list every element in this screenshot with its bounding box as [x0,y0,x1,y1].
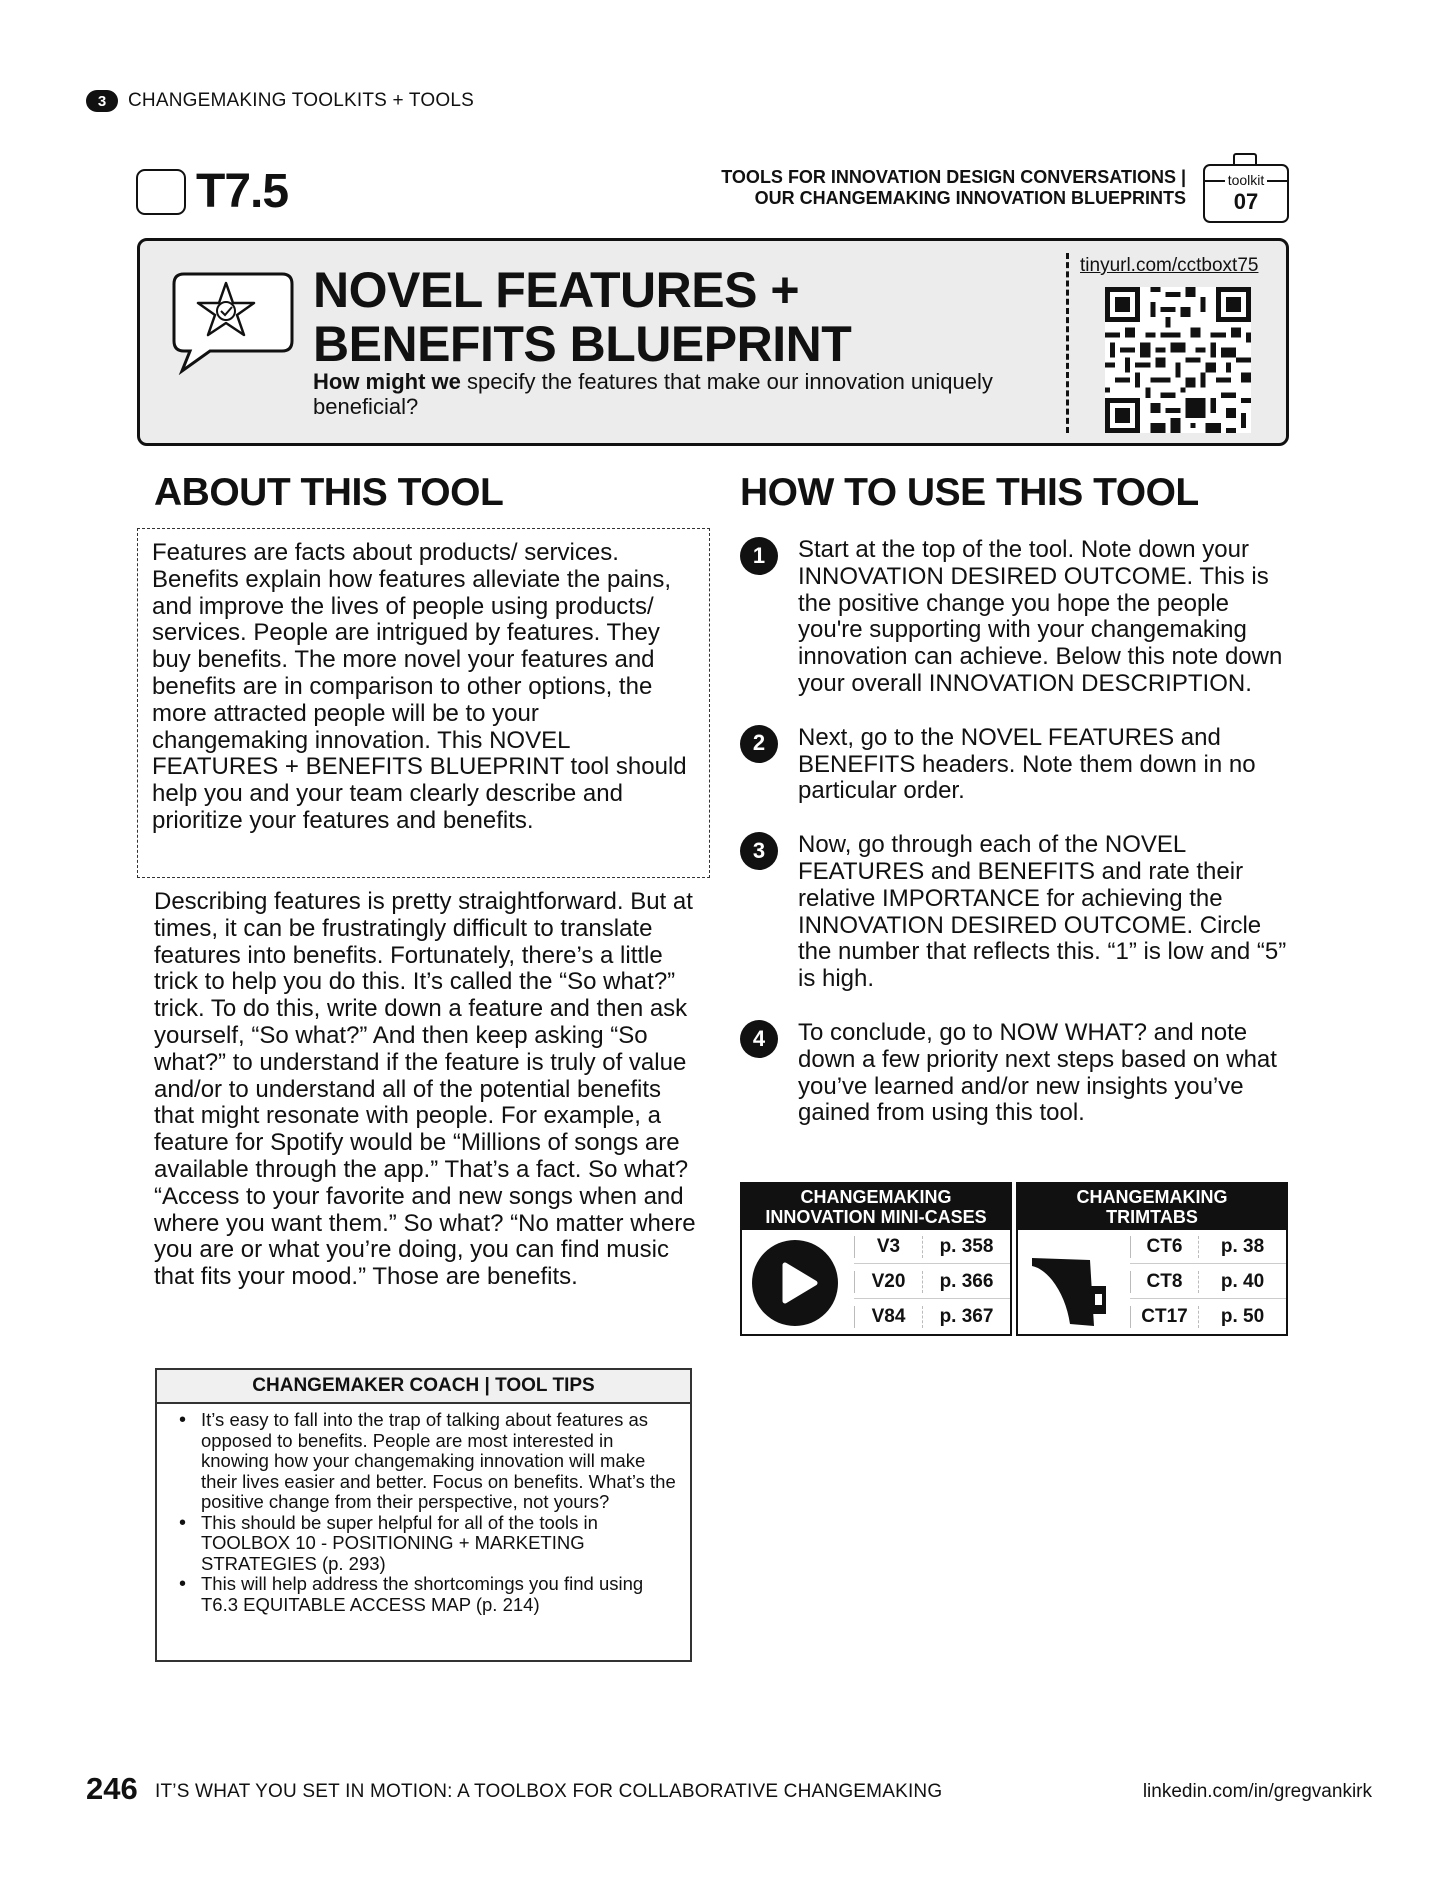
tool-code: T7.5 [196,165,289,218]
about-paragraph: Describing features is pretty straightforward. But at times, it can be frustratingly difficult to translate features into benefits. Fortunately, there’s a little trick to help you do this. It’s called the “So what?” trick. To do this, write down a feature and then ask yourself, “So what?” And then keep asking “So what?” to understand if the feature is truly of value and/or to understand all of the potential benefits that might resonate with people. For example, a feature for Spotify would be “Millions of songs are available through the app.” That’s a fact. So what? “Access to your favorite and new songs when and where you want them.” So what? “No matter where you are or what you’re doing, you can find music that fits your mood.” Those are benefits. [154,888,696,1291]
running-header [86,90,474,112]
toolbox-reference [721,167,1186,209]
trimtab-code: CT17 [1130,1306,1198,1328]
mini-cases-body [742,1230,1010,1334]
mini-case-row[interactable] [854,1230,1010,1264]
steps-list [740,537,1300,1127]
step-3 [740,832,1300,993]
toolbox-ref-line1: TOOLS FOR INNOVATION DESIGN CONVERSATIONS | [721,167,1186,187]
trimtab-page: p. 38 [1198,1236,1286,1258]
trimtab-page: p. 40 [1198,1271,1286,1293]
tool-tip-item: • This will help address the shortcomings you find using T6.3 EQUITABLE ACCESS MAP (p. 214) [177,1574,680,1615]
toolkit-badge [1203,153,1289,223]
question-rest: specify the features that make our innovation uniquely beneficial? [313,369,993,419]
title-banner [137,238,1289,446]
qr-code-icon [1105,287,1251,433]
tool-tips-list [157,1404,690,1615]
trimtab-code: CT6 [1130,1236,1198,1258]
mini-case-code: V84 [854,1306,922,1328]
mini-case-page: p. 366 [922,1271,1010,1293]
mini-cases-heading-line2: INNOVATION MINI-CASES [765,1207,987,1227]
mini-case-code: V3 [854,1236,922,1258]
step-text: Start at the top of the tool. Note down your INNOVATION DESIRED OUTCOME. This is the positive change you hope the people you're supporting with your changemaking innovation can achieve. Below this note down your overall INNOVATION DESCRIPTION. [798,536,1283,697]
page-number: 246 [86,1771,138,1806]
mini-case-page: p. 367 [922,1306,1010,1328]
book-title: IT’S WHAT YOU SET IN MOTION: A TOOLBOX FOR COLLABORATIVE CHANGEMAKING [155,1781,943,1802]
step-number: 4 [740,1020,778,1058]
step-text: To conclude, go to NOW WHAT? and note down a few priority next steps based on what you’ve learned and/or new insights you’ve gained from using this tool. [798,1018,1277,1127]
trimtabs-table [1016,1182,1288,1336]
author-link[interactable]: linkedin.com/in/gregvankirk [1142,1781,1372,1802]
section-number-badge: 3 [86,90,118,112]
banner-divider [1066,253,1069,433]
about-box: Features are facts about products/ services. Benefits explain how features alleviate the pains, and improve the lives of people using products/ services. People are intrigued by features. They buy benefits. The more novel your features and benefits are in comparison to other options, the more attracted people will be to your changemaking innovation. This NOVEL FEATURES + BENEFITS BLUEPRINT tool should help you and your team clearly describe and prioritize your features and benefits. [137,528,710,878]
trimtabs-heading-line2: TRIMTABS [1106,1207,1198,1227]
trimtab-rudder-icon [1026,1238,1116,1328]
step-2 [740,725,1300,805]
mini-case-code: V20 [854,1271,922,1293]
tool-checkbox[interactable] [136,169,186,215]
mini-case-page: p. 358 [922,1236,1010,1258]
tool-title-line1: NOVEL FEATURES + [313,262,800,318]
step-text: Now, go through each of the NOVEL FEATURES and BENEFITS and rate their relative IMPORTANCE for achieving the INNOVATION DESIRED OUTCOME. Circle the number that reflects this. “1” is low and “5” is high. [798,831,1287,993]
toolkit-number: 07 [1233,189,1259,214]
tool-tips-box [155,1368,692,1662]
trimtab-code: CT8 [1130,1271,1198,1293]
step-1 [740,537,1300,698]
mini-case-row[interactable] [854,1300,1010,1334]
trimtabs-heading-line1: CHANGEMAKING [1076,1187,1228,1207]
step-number: 1 [740,537,778,575]
tool-id [136,164,288,219]
mini-cases-table [740,1182,1012,1336]
guiding-question [313,369,1013,419]
toolkit-label: toolkit [1225,172,1268,188]
step-number: 3 [740,832,778,870]
trimtabs-body [1018,1230,1286,1334]
trimtab-page: p. 50 [1198,1306,1286,1328]
about-heading: ABOUT THIS TOOL [154,471,504,514]
mini-cases-heading-line1: CHANGEMAKING [800,1187,952,1207]
step-4 [740,1020,1300,1127]
star-speech-bubble-icon [170,271,296,375]
tool-url-link[interactable]: tinyurl.com/cctboxt75 [1080,255,1259,276]
how-to-heading: HOW TO USE THIS TOOL [740,471,1199,514]
mini-case-row[interactable] [854,1265,1010,1299]
section-title: CHANGEMAKING TOOLKITS + TOOLS [128,90,474,111]
toolkit-box [1203,164,1289,223]
tool-tip-item: • This should be super helpful for all of the tools in TOOLBOX 10 - POSITIONING + MARKETING STRATEGIES (p. 293) [177,1513,680,1575]
trimtab-row[interactable] [1130,1265,1286,1299]
question-bold: How might we [313,369,461,394]
step-number: 2 [740,725,778,763]
mini-cases-heading [742,1184,1010,1230]
trimtabs-heading [1018,1184,1286,1230]
trimtab-row[interactable] [1130,1230,1286,1264]
trimtab-row[interactable] [1130,1300,1286,1334]
play-icon [750,1238,840,1328]
tool-title [313,263,851,371]
toolbox-ref-line2: OUR CHANGEMAKING INNOVATION BLUEPRINTS [754,188,1186,208]
tool-title-line2: BENEFITS BLUEPRINT [313,316,852,372]
tool-tips-heading: CHANGEMAKER COACH | TOOL TIPS [157,1370,690,1404]
tool-tip-item: • It’s easy to fall into the trap of talking about features as opposed to benefits. People are most interested in knowing how your changemaking innovation will make their lives easier and better. Focus on benefits. What’s the positive change from their perspective, not yours? [177,1410,680,1513]
step-text: Next, go to the NOVEL FEATURES and BENEFITS headers. Note them down in no particular order. [798,723,1256,805]
